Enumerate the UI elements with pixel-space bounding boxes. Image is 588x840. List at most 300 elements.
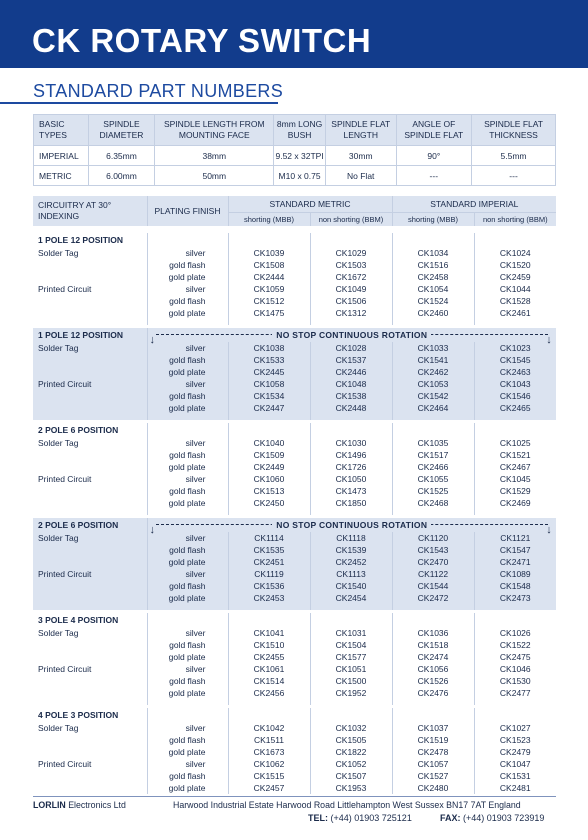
part-number: CK2479: [474, 746, 556, 758]
group-title-row: [33, 613, 556, 627]
group-title: 2 POLE 6 POSITION: [33, 518, 147, 532]
part-number: CK1515: [228, 770, 310, 782]
part-number: CK1545: [474, 354, 556, 366]
part-number: CK2463: [474, 366, 556, 378]
spec-header-row: [34, 115, 556, 146]
termination-label: [33, 307, 147, 319]
table-row: [33, 568, 556, 580]
plating-finish: gold plate: [147, 461, 228, 473]
footer-address: Harwood Industrial Estate Harwood Road Littlehampton West Sussex BN17 7AT England: [173, 800, 521, 810]
part-number: CK1046: [474, 663, 556, 675]
spec-cell: No Flat: [325, 166, 396, 186]
part-number: CK1525: [392, 485, 474, 497]
plating-finish: gold plate: [147, 687, 228, 699]
empty-cell: [228, 708, 310, 722]
plating-finish: gold flash: [147, 544, 228, 556]
part-number: CK2449: [228, 461, 310, 473]
part-number: CK2444: [228, 271, 310, 283]
part-number: CK1312: [310, 307, 392, 319]
plating-finish: gold flash: [147, 390, 228, 402]
empty-cell: [228, 233, 310, 247]
termination-label: [33, 592, 147, 604]
part-number: CK1056: [392, 663, 474, 675]
table-row: [33, 378, 556, 390]
part-number: CK2450: [228, 497, 310, 509]
empty-cell: [474, 423, 556, 437]
spec-cell: 90°: [396, 146, 472, 166]
part-number: CK1027: [474, 722, 556, 734]
part-number: CK2464: [392, 402, 474, 414]
part-number: CK1511: [228, 734, 310, 746]
table-row: [33, 307, 556, 319]
termination-label: [33, 295, 147, 307]
part-number: CK1524: [392, 295, 474, 307]
part-number: CK2461: [474, 307, 556, 319]
part-number: CK1120: [392, 532, 474, 544]
part-number: CK1050: [310, 473, 392, 485]
part-number: CK1057: [392, 758, 474, 770]
part-number: CK1500: [310, 675, 392, 687]
table-row: [33, 283, 556, 295]
table-row: [33, 259, 556, 271]
part-number: CK1510: [228, 639, 310, 651]
plating-finish: silver: [147, 722, 228, 734]
company-name: LORLIN: [33, 800, 66, 810]
part-number: CK1051: [310, 663, 392, 675]
part-number: CK1538: [310, 390, 392, 402]
part-number: CK1533: [228, 354, 310, 366]
part-number: CK1513: [228, 485, 310, 497]
part-number: CK1023: [474, 342, 556, 354]
empty-cell: [310, 423, 392, 437]
table-header-row: [33, 196, 556, 213]
part-number: CK2469: [474, 497, 556, 509]
subheader-metric-nonshorting: non shorting (BBM): [310, 213, 392, 227]
tel-number: (+44) 01903 725121: [328, 813, 412, 823]
part-number: CK1504: [310, 639, 392, 651]
part-number: CK1535: [228, 544, 310, 556]
part-number: CK2471: [474, 556, 556, 568]
part-number: CK2480: [392, 782, 474, 794]
part-number: CK1061: [228, 663, 310, 675]
termination-label: Solder Tag: [33, 247, 147, 259]
plating-finish: gold flash: [147, 295, 228, 307]
plating-finish: silver: [147, 532, 228, 544]
plating-finish: silver: [147, 437, 228, 449]
table-row: [33, 497, 556, 509]
table-row: [33, 295, 556, 307]
part-number: CK1548: [474, 580, 556, 592]
part-number: CK1522: [474, 639, 556, 651]
spec-cell: 50mm: [155, 166, 274, 186]
part-number: CK1514: [228, 675, 310, 687]
spec-cell: 6.00mm: [88, 166, 155, 186]
part-number: CK1029: [310, 247, 392, 259]
table-row: [33, 592, 556, 604]
part-number: CK2466: [392, 461, 474, 473]
group-gap: [33, 226, 556, 233]
termination-label: [33, 485, 147, 497]
plating-finish: gold plate: [147, 746, 228, 758]
part-number: CK2472: [392, 592, 474, 604]
table-row: [33, 758, 556, 770]
spec-header-cell: SPINDLE DIAMETER: [88, 115, 155, 146]
part-number: CK2478: [392, 746, 474, 758]
table-row: [33, 675, 556, 687]
header-standard-imperial: STANDARD IMPERIAL: [392, 196, 556, 213]
table-row: [33, 734, 556, 746]
part-number: CK1506: [310, 295, 392, 307]
part-number: CK1546: [474, 390, 556, 402]
part-number: CK1822: [310, 746, 392, 758]
part-number: CK1534: [228, 390, 310, 402]
empty-cell: [147, 233, 228, 247]
part-number: CK1536: [228, 580, 310, 592]
plating-finish: gold flash: [147, 639, 228, 651]
plating-finish: silver: [147, 378, 228, 390]
table-row: [33, 532, 556, 544]
plating-finish: gold plate: [147, 651, 228, 663]
part-number: CK1043: [474, 378, 556, 390]
table-row: [33, 770, 556, 782]
termination-label: Printed Circuit: [33, 283, 147, 295]
part-number: CK1547: [474, 544, 556, 556]
subheader-imperial-nonshorting: non shorting (BBM): [474, 213, 556, 227]
part-number: CK1512: [228, 295, 310, 307]
group-title: 2 POLE 6 POSITION: [33, 423, 147, 437]
header-plating: PLATING FINISH: [147, 196, 228, 226]
table-row: [33, 687, 556, 699]
down-arrow-icon: ↓: [546, 524, 553, 536]
spec-cell: IMPERIAL: [34, 146, 89, 166]
termination-label: [33, 687, 147, 699]
empty-cell: [147, 423, 228, 437]
table-row: [33, 354, 556, 366]
part-number: CK2451: [228, 556, 310, 568]
part-number: CK2473: [474, 592, 556, 604]
tel-label: TEL:: [308, 813, 328, 823]
empty-cell: [474, 613, 556, 627]
section-title: STANDARD PART NUMBERS: [33, 81, 284, 101]
part-number: CK1541: [392, 354, 474, 366]
plating-finish: gold flash: [147, 259, 228, 271]
part-number: CK1041: [228, 627, 310, 639]
header-circuitry: CIRCUITRY AT 30° INDEXING: [33, 196, 147, 226]
part-number: CK2447: [228, 402, 310, 414]
plating-finish: gold plate: [147, 497, 228, 509]
down-arrow-icon: ↓: [149, 524, 156, 536]
group-title-row: [33, 518, 556, 532]
termination-label: [33, 639, 147, 651]
part-number: CK1521: [474, 449, 556, 461]
part-number: CK1055: [392, 473, 474, 485]
termination-label: [33, 556, 147, 568]
part-number: CK2458: [392, 271, 474, 283]
empty-cell: [228, 423, 310, 437]
plating-finish: silver: [147, 247, 228, 259]
down-arrow-icon: ↓: [546, 334, 553, 346]
empty-cell: [147, 613, 228, 627]
part-number: CK1531: [474, 770, 556, 782]
termination-label: Printed Circuit: [33, 378, 147, 390]
part-number: CK1053: [392, 378, 474, 390]
page-title: CK ROTARY SWITCH: [32, 22, 372, 59]
group-title: 1 POLE 12 POSITION: [33, 328, 147, 342]
part-number: CK1473: [310, 485, 392, 497]
part-number: CK2465: [474, 402, 556, 414]
part-number: CK1953: [310, 782, 392, 794]
termination-label: [33, 461, 147, 473]
plating-finish: gold flash: [147, 354, 228, 366]
part-number: CK2474: [392, 651, 474, 663]
group-title-row: [33, 233, 556, 247]
section-underline: [0, 102, 278, 104]
part-number: CK1040: [228, 437, 310, 449]
part-number: CK1517: [392, 449, 474, 461]
no-stop-banner: [147, 328, 556, 346]
group-title-row: [33, 328, 556, 342]
part-number: CK1038: [228, 342, 310, 354]
part-number: CK1508: [228, 259, 310, 271]
part-number: CK1031: [310, 627, 392, 639]
part-number: CK1475: [228, 307, 310, 319]
fax-label: FAX:: [440, 813, 461, 823]
footer-fax: [440, 813, 544, 823]
part-number: CK1059: [228, 283, 310, 295]
part-number: CK1850: [310, 497, 392, 509]
subheader-metric-shorting: shorting (MBB): [228, 213, 310, 227]
empty-cell: [310, 233, 392, 247]
termination-label: Printed Circuit: [33, 663, 147, 675]
termination-label: [33, 770, 147, 782]
part-number: CK1528: [474, 295, 556, 307]
part-number: CK1047: [474, 758, 556, 770]
part-number: CK1519: [392, 734, 474, 746]
group-title-row: [33, 423, 556, 437]
part-number: CK2460: [392, 307, 474, 319]
part-number: CK1726: [310, 461, 392, 473]
plating-finish: gold plate: [147, 271, 228, 283]
part-number: CK1039: [228, 247, 310, 259]
spec-cell: M10 x 0.75: [274, 166, 326, 186]
termination-label: [33, 354, 147, 366]
group-title: 3 POLE 4 POSITION: [33, 613, 147, 627]
part-number: CK1052: [310, 758, 392, 770]
part-number: CK1024: [474, 247, 556, 259]
spec-cell: ---: [472, 166, 556, 186]
table-row: [33, 342, 556, 354]
part-number: CK1089: [474, 568, 556, 580]
table-row: [33, 461, 556, 473]
table-row: [33, 366, 556, 378]
spec-row: [34, 146, 556, 166]
part-number: CK2467: [474, 461, 556, 473]
part-number: CK1028: [310, 342, 392, 354]
empty-cell: [474, 233, 556, 247]
part-number: CK1114: [228, 532, 310, 544]
no-stop-banner: [147, 518, 556, 536]
termination-label: Solder Tag: [33, 627, 147, 639]
no-stop-label: NO STOP CONTINUOUS ROTATION: [272, 520, 431, 530]
fax-number: (+44) 01903 723919: [460, 813, 545, 823]
table-row: [33, 473, 556, 485]
part-numbers-table: [33, 196, 556, 794]
termination-label: [33, 782, 147, 794]
spec-header-cell: ANGLE OF SPINDLE FLAT: [396, 115, 472, 146]
part-number: CK1026: [474, 627, 556, 639]
termination-label: [33, 675, 147, 687]
part-number: CK2448: [310, 402, 392, 414]
plating-finish: silver: [147, 473, 228, 485]
spec-header-cell: SPINDLE FLAT THICKNESS: [472, 115, 556, 146]
spec-header-cell: BASIC TYPES: [34, 115, 89, 146]
part-number: CK1529: [474, 485, 556, 497]
termination-label: [33, 580, 147, 592]
empty-cell: [228, 613, 310, 627]
part-number: CK1048: [310, 378, 392, 390]
table-row: [33, 746, 556, 758]
part-number: CK2475: [474, 651, 556, 663]
plating-finish: gold plate: [147, 402, 228, 414]
termination-label: [33, 544, 147, 556]
table-row: [33, 271, 556, 283]
part-number: CK1527: [392, 770, 474, 782]
part-number: CK1509: [228, 449, 310, 461]
spec-header-cell: 8mm LONG BUSH: [274, 115, 326, 146]
group-title: 4 POLE 3 POSITION: [33, 708, 147, 722]
part-number: CK1060: [228, 473, 310, 485]
plating-finish: silver: [147, 568, 228, 580]
empty-cell: [392, 423, 474, 437]
part-number: CK1032: [310, 722, 392, 734]
table-row: [33, 485, 556, 497]
part-number: CK2470: [392, 556, 474, 568]
spec-cell: METRIC: [34, 166, 89, 186]
part-number: CK1122: [392, 568, 474, 580]
table-row: [33, 247, 556, 259]
termination-label: [33, 449, 147, 461]
part-number: CK1045: [474, 473, 556, 485]
termination-label: Printed Circuit: [33, 758, 147, 770]
part-number: CK1030: [310, 437, 392, 449]
part-number: CK2445: [228, 366, 310, 378]
table-row: [33, 580, 556, 592]
termination-label: [33, 259, 147, 271]
termination-label: Printed Circuit: [33, 473, 147, 485]
empty-cell: [147, 708, 228, 722]
plating-finish: silver: [147, 627, 228, 639]
table-row: [33, 390, 556, 402]
part-number: CK1118: [310, 532, 392, 544]
part-number: CK2456: [228, 687, 310, 699]
part-number: CK1503: [310, 259, 392, 271]
part-number: CK1530: [474, 675, 556, 687]
plating-finish: gold plate: [147, 366, 228, 378]
company-suffix: Electronics Ltd: [65, 800, 126, 810]
termination-label: [33, 734, 147, 746]
part-number: CK1505: [310, 734, 392, 746]
termination-label: [33, 271, 147, 283]
subheader-imperial-shorting: shorting (MBB): [392, 213, 474, 227]
plating-finish: gold flash: [147, 449, 228, 461]
spec-header-cell: SPINDLE FLAT LENGTH: [325, 115, 396, 146]
part-number: CK1516: [392, 259, 474, 271]
part-number: CK1034: [392, 247, 474, 259]
part-number: CK1496: [310, 449, 392, 461]
table-row: [33, 782, 556, 794]
table-row: [33, 627, 556, 639]
termination-label: Solder Tag: [33, 532, 147, 544]
empty-cell: [310, 613, 392, 627]
termination-label: Printed Circuit: [33, 568, 147, 580]
plating-finish: gold plate: [147, 592, 228, 604]
table-row: [33, 663, 556, 675]
part-number: CK1520: [474, 259, 556, 271]
plating-finish: gold flash: [147, 675, 228, 687]
part-number: CK1054: [392, 283, 474, 295]
part-number: CK1539: [310, 544, 392, 556]
header-standard-metric: STANDARD METRIC: [228, 196, 392, 213]
spindle-spec-table: [33, 114, 556, 186]
part-number: CK2452: [310, 556, 392, 568]
termination-label: [33, 390, 147, 402]
part-number: CK1537: [310, 354, 392, 366]
plating-finish: silver: [147, 283, 228, 295]
plating-finish: silver: [147, 342, 228, 354]
part-number: CK2481: [474, 782, 556, 794]
plating-finish: gold plate: [147, 556, 228, 568]
footer-divider: [33, 796, 556, 797]
plating-finish: silver: [147, 663, 228, 675]
part-number: CK1037: [392, 722, 474, 734]
no-stop-label: NO STOP CONTINUOUS ROTATION: [272, 330, 431, 340]
part-number: CK1035: [392, 437, 474, 449]
part-number: CK1113: [310, 568, 392, 580]
part-number: CK1543: [392, 544, 474, 556]
termination-label: [33, 402, 147, 414]
empty-cell: [392, 233, 474, 247]
table-row: [33, 449, 556, 461]
part-number: CK2462: [392, 366, 474, 378]
part-number: CK2453: [228, 592, 310, 604]
empty-cell: [392, 613, 474, 627]
spec-cell: 9.52 x 32TPI: [274, 146, 326, 166]
plating-finish: gold flash: [147, 734, 228, 746]
plating-finish: gold flash: [147, 485, 228, 497]
empty-cell: [474, 708, 556, 722]
spec-cell: 6.35mm: [88, 146, 155, 166]
footer-telephone: [308, 813, 412, 823]
part-number: CK1121: [474, 532, 556, 544]
part-number: CK2446: [310, 366, 392, 378]
table-row: [33, 437, 556, 449]
termination-label: Solder Tag: [33, 342, 147, 354]
spec-cell: 30mm: [325, 146, 396, 166]
part-number: CK1042: [228, 722, 310, 734]
part-number: CK1507: [310, 770, 392, 782]
plating-finish: gold plate: [147, 782, 228, 794]
footer-company: [33, 800, 126, 810]
plating-finish: silver: [147, 758, 228, 770]
part-number: CK2454: [310, 592, 392, 604]
termination-label: [33, 497, 147, 509]
part-number: CK1526: [392, 675, 474, 687]
table-row: [33, 651, 556, 663]
group-title: 1 POLE 12 POSITION: [33, 233, 147, 247]
part-number: CK1577: [310, 651, 392, 663]
part-number: CK1062: [228, 758, 310, 770]
part-number: CK1523: [474, 734, 556, 746]
